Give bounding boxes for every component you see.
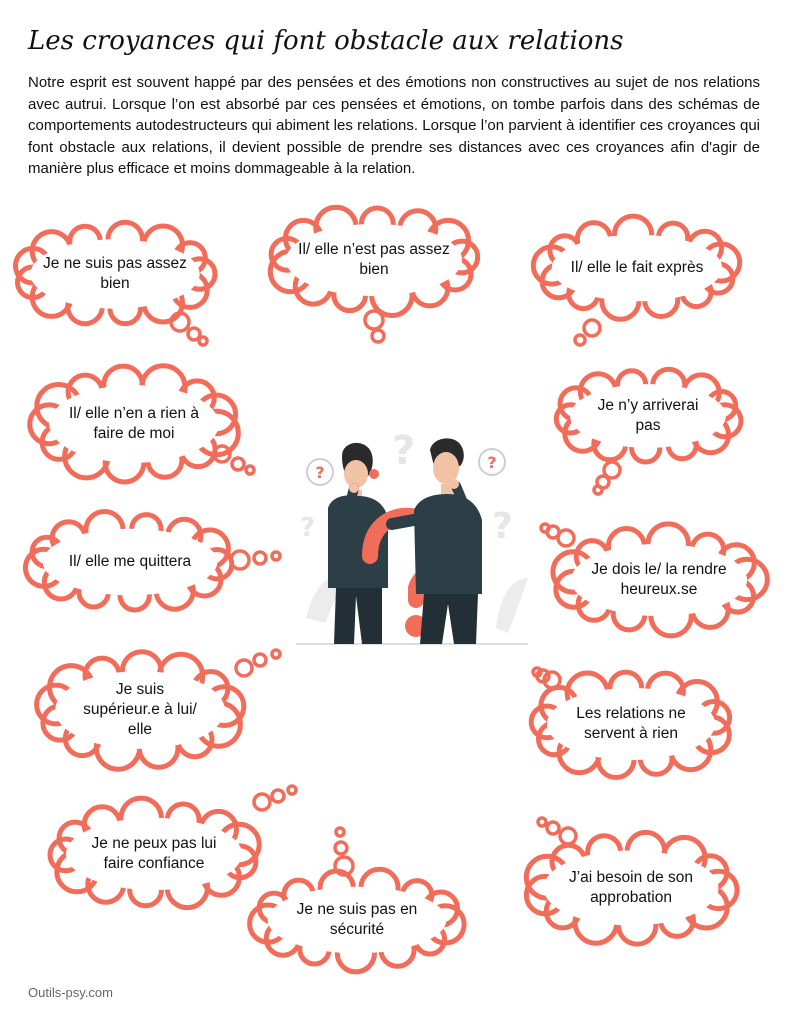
intro-paragraph: Notre esprit est souvent happé par des pensées et des émotions non constructives au sujet de nos relations avec autrui. Lorsque l’on est absorbé par ces pensées et émotions, on tombe parfois dans des schémas de comportements autodestructeurs qui abiment les relations. Lorsque l’on parvient à identifier ces croyances qui font obstacle aux relations, il devient possible de prendre ses distances avec ces croyances afin d'agir de manière plus efficace et moins dommageable à la relation. bbox=[28, 74, 760, 177]
footer-source: Outils-psy.com bbox=[28, 985, 113, 1000]
thought-bubble-12: J’ai besoin de son approbation bbox=[568, 869, 694, 906]
thought-bubble-3: Il/ elle le fait exprès bbox=[570, 259, 704, 276]
svg-text:?: ? bbox=[300, 513, 316, 543]
svg-text:?: ? bbox=[315, 463, 325, 482]
thought-bubble-11: Je ne suis pas en sécurité bbox=[296, 901, 418, 938]
svg-text:?: ? bbox=[392, 428, 416, 474]
page-title: Les croyances qui font obstacle aux relations bbox=[28, 26, 624, 56]
thought-bubble-8: Je suis supérieur.e à lui/ elle bbox=[83, 681, 197, 738]
thought-bubble-9: Les relations ne servent à rien bbox=[576, 705, 686, 742]
thought-bubble-1: Je ne suis pas assez bien bbox=[43, 255, 187, 292]
svg-text:?: ? bbox=[492, 506, 513, 547]
confused-couple-illustration bbox=[296, 428, 528, 650]
thought-bubble-10: Je ne peux pas lui faire confiance bbox=[91, 835, 217, 872]
thought-bubble-4: Il/ elle n’en a rien à faire de moi bbox=[68, 405, 200, 442]
thought-bubble-6: Il/ elle me quittera bbox=[68, 553, 192, 570]
svg-text:?: ? bbox=[487, 453, 497, 472]
thought-bubble-7: Je dois le/ la rendre heureux.se bbox=[591, 561, 727, 598]
thought-bubble-5: Je n’y arriverai pas bbox=[597, 397, 699, 434]
thought-bubble-2: Il/ elle n’est pas assez bien bbox=[298, 241, 450, 278]
